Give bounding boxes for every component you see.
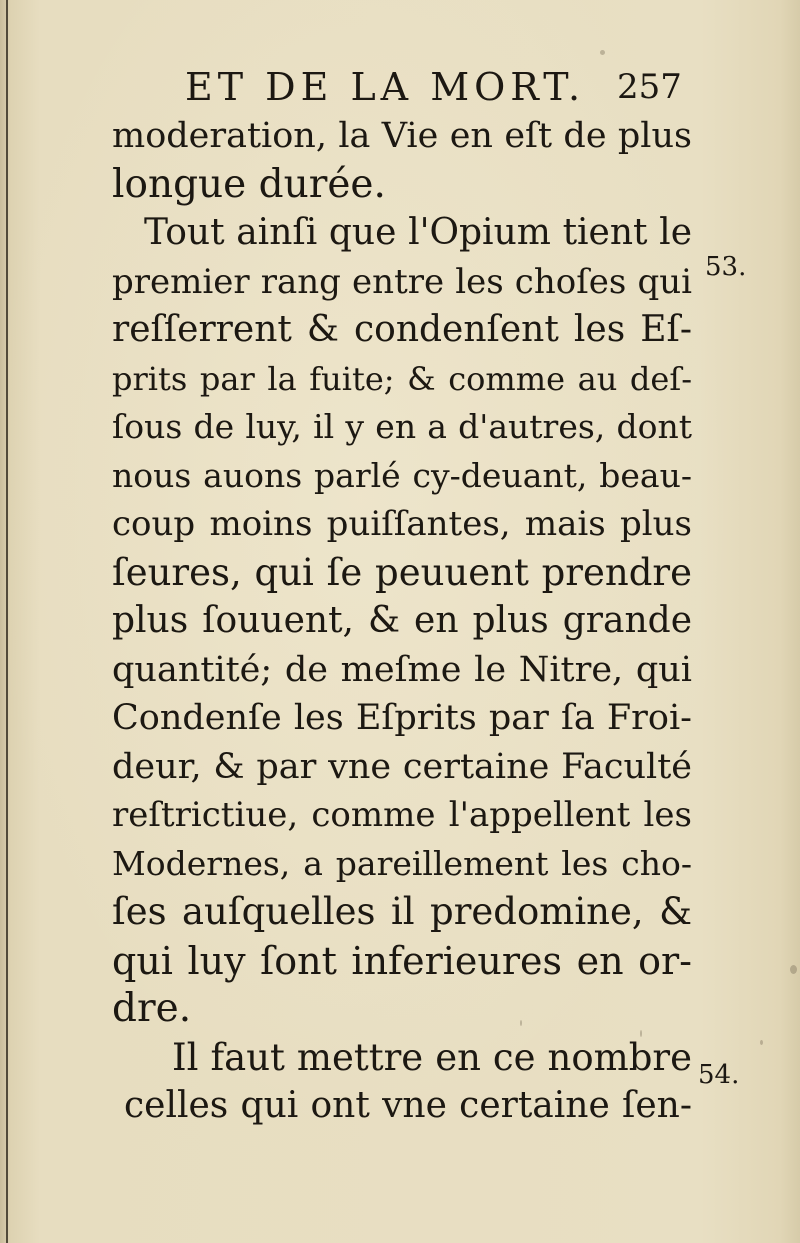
text-line: Il faut mettre en ce nombre xyxy=(172,1035,692,1079)
margin-note: 54. xyxy=(698,1060,740,1090)
text-line: Condenſe les Eſprits par ſa Froi- xyxy=(112,698,692,738)
text-line: ſes auſquelles il predomine, & xyxy=(112,890,692,933)
paper-speck xyxy=(790,965,797,974)
text-line: premier rang entre les choſes qui xyxy=(112,261,692,302)
text-line: nous auons parlé cy-deuant, beau- xyxy=(112,455,692,495)
text-line: Modernes, a pareillement les cho- xyxy=(112,843,692,883)
text-line: longue durée. xyxy=(112,161,386,207)
paper-speck xyxy=(760,1040,763,1045)
text-line: Tout ainſi que l'Opium tient le xyxy=(144,212,692,253)
text-line: quantité; de meſme le Nitre, qui xyxy=(112,649,692,690)
text-line: ſous de luy, il y en a d'autres, dont xyxy=(112,407,692,446)
text-line: qui luy ſont inferieures en or- xyxy=(112,938,692,983)
text-line: dre. xyxy=(112,986,192,1031)
page-number: 257 xyxy=(617,67,682,107)
text-line: celles qui ont vne certaine ſen- xyxy=(124,1085,692,1126)
text-line: moderation, la Vie en eſt de plus xyxy=(112,116,692,156)
text-line: prits par la fuite; & comme au deſ- xyxy=(112,359,692,398)
text-line: plus ſouuent, & en plus grande xyxy=(112,600,692,641)
binding-edge xyxy=(6,0,8,1243)
running-head: ET DE LA MORT. xyxy=(185,65,586,109)
page-header xyxy=(185,62,685,112)
margin-note: 53. xyxy=(705,252,747,282)
paper-speck xyxy=(600,50,605,55)
text-line: coup moins puiſſantes, mais plus xyxy=(112,504,692,544)
text-line: deur, & par vne certaine Faculté xyxy=(112,746,692,787)
text-line: ſeures, qui ſe peuuent prendre xyxy=(112,550,692,594)
text-line: reſſerrent & condenſent les Eſ- xyxy=(112,309,692,350)
text-line: reſtrictiue, comme l'appellent les xyxy=(112,795,692,835)
body-text xyxy=(112,112,692,1131)
